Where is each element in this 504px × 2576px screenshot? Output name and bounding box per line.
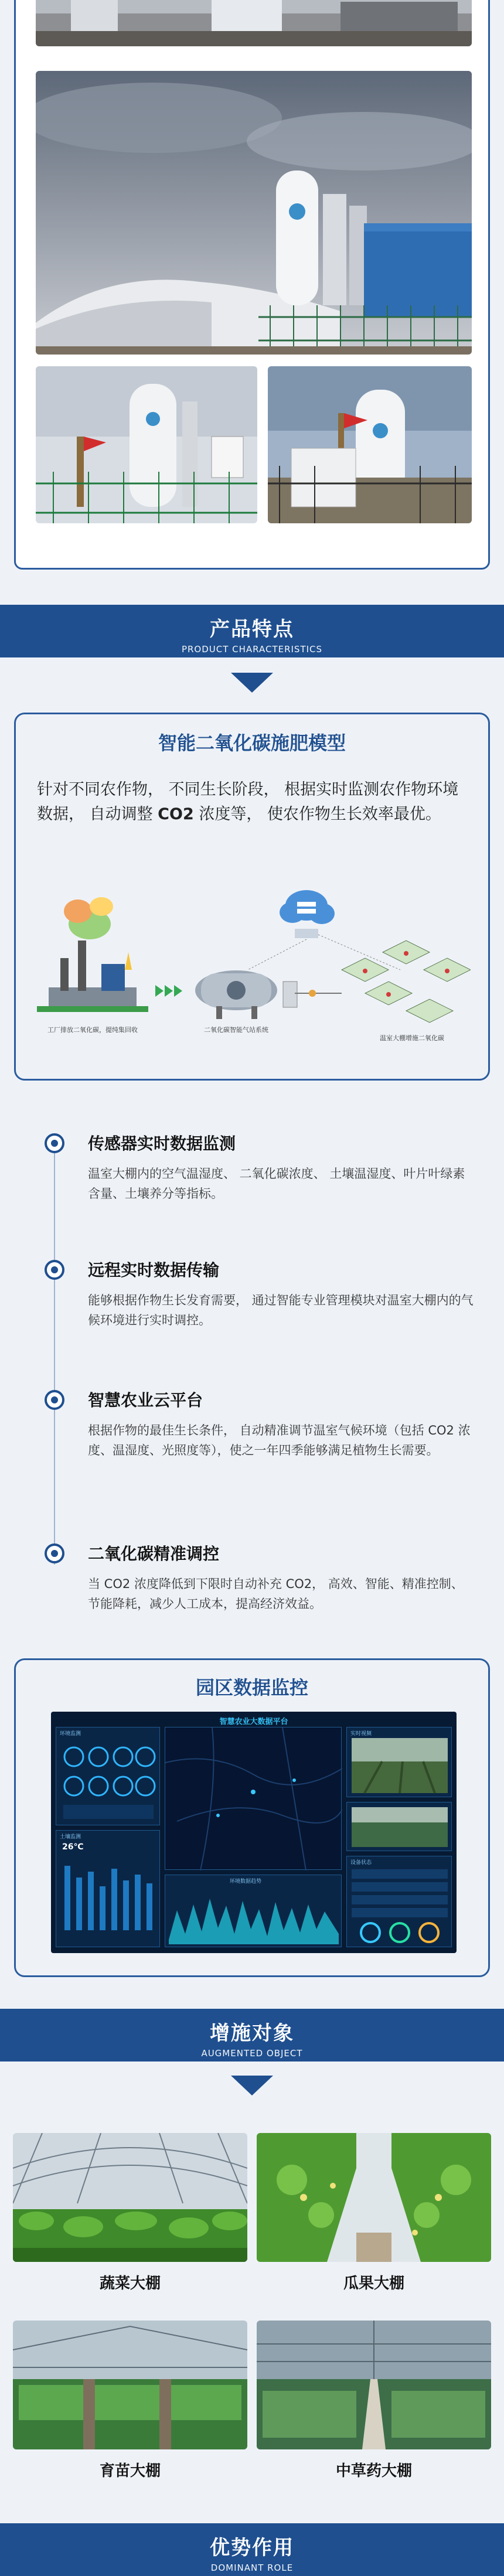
section-subtitle: AUGMENTED OBJECT xyxy=(201,2048,303,2059)
greenhouse-photo-vegetable xyxy=(13,2133,247,2262)
video-panel-2 xyxy=(346,1802,452,1851)
greenhouse-label: 蔬菜大棚 xyxy=(99,2275,161,2292)
model-title: 智能二氧化碳施肥模型 xyxy=(158,732,346,754)
diagram-svg xyxy=(37,870,471,1064)
monitor-title: 园区数据监控 xyxy=(195,1677,308,1699)
tank-photo-top-strip xyxy=(36,0,472,46)
section-title: 优势作用 xyxy=(210,2536,294,2560)
video-panel xyxy=(346,1727,452,1797)
co2-model-card xyxy=(14,713,490,1081)
label-factory: 工厂排放二氧化碳，提纯集回收 xyxy=(47,1026,138,1034)
model-description-pre: 针对不同农作物， 不同生长阶段， 根据实时监测农作物环境数据， 自动调整 xyxy=(37,781,459,823)
section-arrow-icon xyxy=(231,2076,273,2095)
tank-photo-large xyxy=(36,71,472,355)
feature-title: 智慧农业云平台 xyxy=(88,1391,203,1410)
feature-desc: 能够根据作物生长发育需要， 通过智能专业管理模块对温室大棚内的气候环境进行实时调控。 xyxy=(88,1293,474,1327)
model-description-co2: CO2 xyxy=(158,805,194,823)
greenhouse-label: 瓜果大棚 xyxy=(343,2275,404,2292)
section-title: 增施对象 xyxy=(210,2022,294,2045)
park-monitor-card xyxy=(14,1658,490,1977)
panel-title: 实时视频 xyxy=(350,1731,372,1737)
feature-title: 传感器实时数据监测 xyxy=(88,1134,236,1153)
greenhouse-label: 育苗大棚 xyxy=(99,2462,161,2480)
trend-chart-panel xyxy=(165,1875,342,1947)
section-title: 产品特点 xyxy=(210,618,294,641)
dashboard-title: 智慧农业大数据平台 xyxy=(219,1718,288,1726)
panel-title: 环境数据趋势 xyxy=(230,1879,262,1885)
section-banner-product xyxy=(0,605,504,657)
section-subtitle: DOMINANT ROLE xyxy=(210,2563,294,2573)
env-panel xyxy=(56,1727,160,1825)
temp-reading: 26℃ xyxy=(62,1842,84,1852)
cloud-server-icon xyxy=(280,890,335,938)
panel-title: 环境监测 xyxy=(60,1731,81,1737)
greenhouse-photo-seedling xyxy=(13,2321,247,2449)
model-description xyxy=(37,778,471,827)
flow-arrow-icon xyxy=(155,985,182,997)
map-panel xyxy=(165,1727,342,1870)
gas-station-icon xyxy=(195,970,297,1019)
model-description-post: 浓度等， 使农作物生长效率最优。 xyxy=(193,805,441,823)
timeline-dot-icon xyxy=(45,1260,64,1280)
label-greenhouse: 温室大棚增施二氧化碳 xyxy=(380,1034,444,1042)
feature-desc: 当 CO2 浓度降低到下限时自动补充 CO2， 高效、智能、精准控制、节能降耗，减少人工成本，提高经济效益。 xyxy=(88,1577,464,1611)
tank-photo-card xyxy=(14,0,490,570)
device-panel xyxy=(346,1856,452,1947)
section-banner-augmented xyxy=(0,2009,504,2062)
dashboard-screenshot xyxy=(51,1712,457,1953)
section-arrow-icon xyxy=(231,673,273,693)
greenhouse-photo-fruit xyxy=(257,2133,491,2262)
soil-panel xyxy=(56,1830,160,1947)
timeline-dot-icon xyxy=(45,1133,64,1153)
greenhouse-label: 中草药大棚 xyxy=(335,2462,412,2480)
feature-desc: 温室大棚内的空气温湿度、 二氧化碳浓度、 土壤温湿度、叶片叶绿素含量、土壤养分等指标。 xyxy=(88,1167,465,1201)
feature-title: 二氧化碳精准调控 xyxy=(88,1544,220,1563)
co2-flow-diagram xyxy=(37,870,471,1064)
timeline-dot-icon xyxy=(45,1390,64,1410)
panel-title: 土壤监测 xyxy=(60,1834,81,1840)
greenhouse-photo-herb xyxy=(257,2321,491,2449)
label-station: 二氧化碳智能气站系统 xyxy=(204,1026,268,1034)
feature-desc: 根据作物的最佳生长条件， 自动精准调节温室气候环境（包括 CO2 浓度、温湿度、光照度等），使之一年四季能够满足植物生长需要。 xyxy=(88,1423,471,1457)
factory-icon xyxy=(37,897,148,1012)
feature-title: 远程实时数据传输 xyxy=(88,1260,220,1280)
tank-photo-bottom-left xyxy=(36,366,257,523)
panel-title: 设备状态 xyxy=(350,1860,372,1866)
timeline-dot-icon xyxy=(45,1543,64,1563)
timeline-line xyxy=(54,1143,55,1565)
section-subtitle: PRODUCT CHARACTERISTICS xyxy=(181,644,323,655)
tank-photo-bottom-right xyxy=(268,366,472,523)
section-banner-advantage xyxy=(0,2523,504,2576)
